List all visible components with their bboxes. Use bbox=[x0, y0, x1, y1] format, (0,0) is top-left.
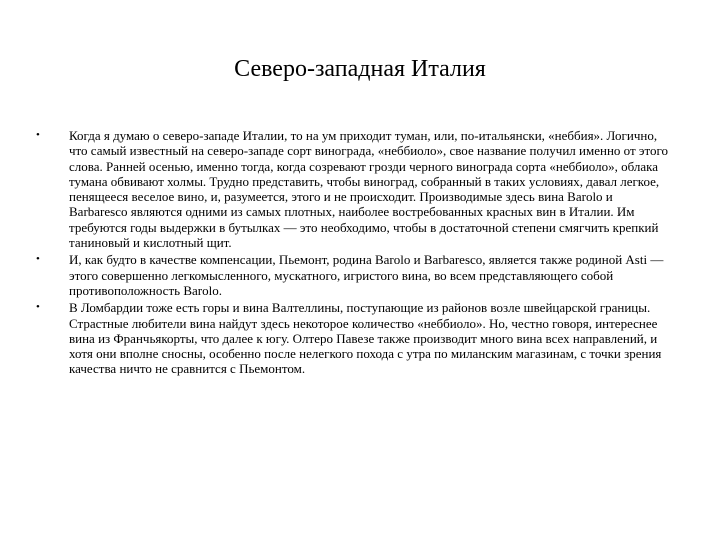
bullet-item-3 bbox=[36, 300, 670, 376]
bullet-item-2 bbox=[36, 252, 670, 298]
bullet-icon: • bbox=[36, 301, 40, 314]
slide-title: Северо-западная Италия bbox=[234, 56, 486, 82]
bullet-text: В Ломбардии тоже есть горы и вина Валтеллины, поступающие из районов возле швейцарской границы. Страстные любители вина найдут здесь некоторое количество «неббиоло». Но, честно говоря, интереснее вина из Франчьякорты, что далее к югу. Олтеро Павезе также производит много вина всех направлений, и хотя они вполне сносны, особенно после нелегкого похода с утра по миланским магазинам, с точки зрения качества ничто не сравнится с Пьемонтом. bbox=[69, 300, 662, 377]
bullet-item-1 bbox=[36, 128, 670, 250]
bullet-list bbox=[36, 128, 670, 379]
bullet-text: И, как будто в качестве компенсации, Пьемонт, родина Barolo и Barbaresco, является также родиной Asti — этого совершенно легкомысленного, мускатного, игристого вина, во всем представляющего собой противоположность Barolo. bbox=[69, 252, 664, 298]
bullet-icon: • bbox=[36, 253, 40, 266]
bullet-icon: • bbox=[36, 129, 40, 141]
bullet-text: Когда я думаю о северо-западе Италии, то на ум приходит туман, или, по-итальянски, «неббия». Логично, что самый известный на северо-западе сорт винограда, «неббиоло», свое название получил именно от этого слова. Ранней осенью, именно тогда, когда созревают грозди черного винограда сорта «неббиоло», облака тумана обвивают холмы. Трудно представить, чтобы виноград, собранный в таких условиях, давал легкое, пенящееся веселое вино, и, разумеется, этого и не происходит. Производимые здесь вина Barolo и Barbaresco являются одними из самых плотных, наиболее востребованных красных вин в Италии. Им требуются годы выдержки в бутылках — это необходимо, чтобы в достаточной степени смягчить крепкий таниновый и кислотный щит. bbox=[69, 128, 669, 251]
